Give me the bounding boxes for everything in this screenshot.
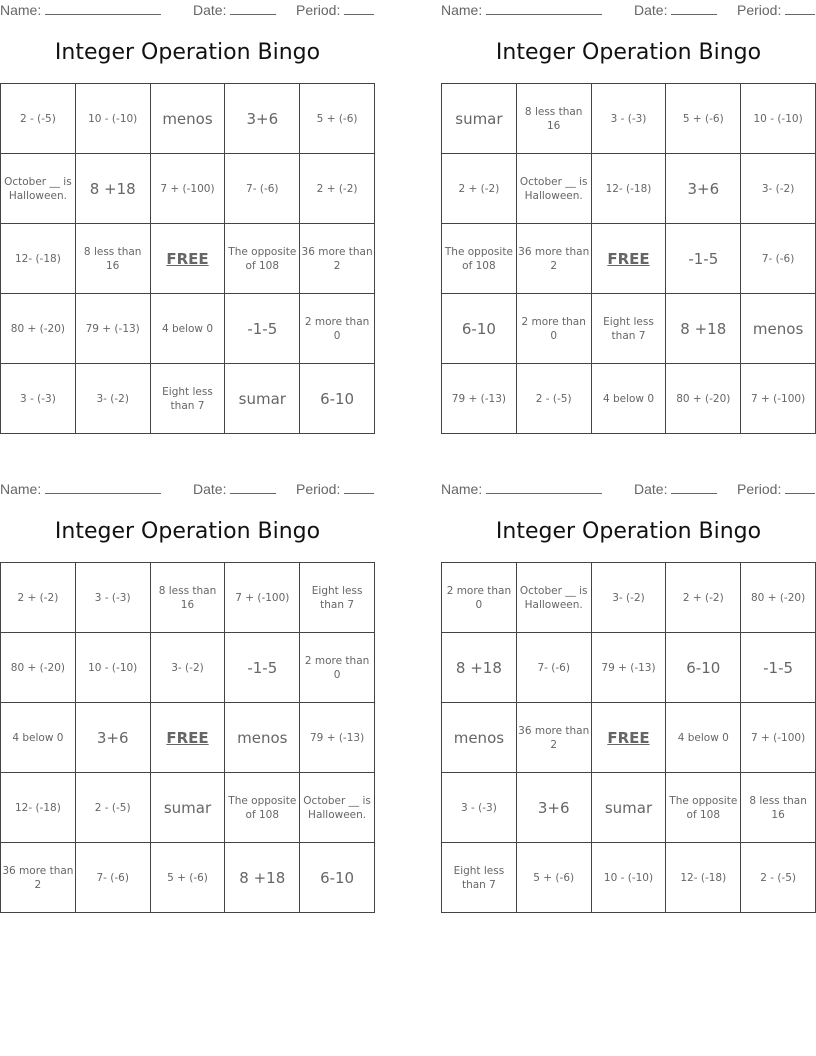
bingo-cell: The opposite of 108 (442, 224, 517, 294)
date-field (193, 2, 276, 18)
bingo-cell: 7- (-6) (741, 224, 816, 294)
bingo-cell: sumar (150, 773, 225, 843)
free-space: FREE (591, 703, 666, 773)
bingo-cell: 2 + (-2) (1, 563, 76, 633)
bingo-cell: October __ is Halloween. (516, 154, 591, 224)
period-blank (344, 482, 374, 494)
card-header (441, 479, 816, 501)
period-label: Period: (737, 481, 782, 497)
name-label: Name: (0, 2, 42, 18)
bingo-cell: 8 less than 16 (741, 773, 816, 843)
bingo-cell: 6-10 (442, 294, 517, 364)
bingo-cell: 12- (-18) (1, 224, 76, 294)
bingo-cell: 7 + (-100) (741, 364, 816, 434)
bingo-grid (0, 83, 375, 434)
bingo-cell: 6-10 (300, 843, 375, 913)
bingo-cell: The opposite of 108 (666, 773, 741, 843)
bingo-cell: 4 below 0 (150, 294, 225, 364)
bingo-cell: -1-5 (225, 633, 300, 703)
bingo-cell: 5 + (-6) (516, 843, 591, 913)
bingo-cell: 6-10 (666, 633, 741, 703)
bingo-cell: 2 more than 0 (516, 294, 591, 364)
bingo-cell: 3+6 (516, 773, 591, 843)
bingo-cell: 36 more than 2 (516, 224, 591, 294)
bingo-cell: Eight less than 7 (300, 563, 375, 633)
name-field (441, 2, 602, 18)
bingo-row (442, 703, 816, 773)
bingo-row (1, 224, 375, 294)
bingo-cell: 4 below 0 (591, 364, 666, 434)
bingo-cell: 2 + (-2) (666, 563, 741, 633)
period-label: Period: (737, 2, 782, 18)
bingo-cell: October __ is Halloween. (1, 154, 76, 224)
bingo-cell: 12- (-18) (666, 843, 741, 913)
bingo-cell: 12- (-18) (1, 773, 76, 843)
bingo-cell: 2 - (-5) (741, 843, 816, 913)
bingo-cell: 7 + (-100) (741, 703, 816, 773)
bingo-cell: The opposite of 108 (225, 773, 300, 843)
bingo-row (442, 364, 816, 434)
bingo-cell: 7- (-6) (75, 843, 150, 913)
date-field (634, 2, 717, 18)
bingo-cell: -1-5 (666, 224, 741, 294)
card-title: Integer Operation Bingo (54, 40, 321, 65)
bingo-cell: 7- (-6) (225, 154, 300, 224)
card-header (441, 0, 816, 22)
bingo-cell: menos (442, 703, 517, 773)
bingo-cell: 2 + (-2) (300, 154, 375, 224)
bingo-cell: 2 more than 0 (442, 563, 517, 633)
bingo-cell: 7- (-6) (516, 633, 591, 703)
bingo-row (1, 633, 375, 703)
bingo-cell: 10 - (-10) (591, 843, 666, 913)
card-header (0, 479, 375, 501)
bingo-cell: 3- (-2) (591, 563, 666, 633)
bingo-cell: 2 + (-2) (442, 154, 517, 224)
bingo-cell: 8 +18 (666, 294, 741, 364)
free-space: FREE (150, 703, 225, 773)
period-label: Period: (296, 481, 341, 497)
name-blank (486, 482, 602, 494)
bingo-cell: sumar (442, 84, 517, 154)
bingo-cell: 10 - (-10) (75, 84, 150, 154)
date-label: Date: (634, 481, 668, 497)
date-blank (230, 3, 276, 15)
bingo-cell: 36 more than 2 (1, 843, 76, 913)
date-field (193, 481, 276, 497)
bingo-cell: 80 + (-20) (741, 563, 816, 633)
bingo-cell: 3- (-2) (741, 154, 816, 224)
bingo-row (442, 224, 816, 294)
date-blank (230, 482, 276, 494)
bingo-row (442, 633, 816, 703)
date-label: Date: (634, 2, 668, 18)
bingo-cell: 10 - (-10) (75, 633, 150, 703)
name-blank (45, 482, 161, 494)
bingo-cell: 3- (-2) (75, 364, 150, 434)
bingo-cell: 79 + (-13) (591, 633, 666, 703)
bingo-row (1, 703, 375, 773)
bingo-row (442, 154, 816, 224)
name-field (0, 481, 161, 497)
bingo-cell: 3+6 (225, 84, 300, 154)
bingo-cell: 7 + (-100) (150, 154, 225, 224)
bingo-row (442, 294, 816, 364)
bingo-row (1, 84, 375, 154)
period-field (737, 481, 815, 497)
bingo-cell: 4 below 0 (666, 703, 741, 773)
bingo-cell: The opposite of 108 (225, 224, 300, 294)
bingo-row (1, 154, 375, 224)
bingo-grid (0, 562, 375, 913)
bingo-cell: Eight less than 7 (150, 364, 225, 434)
period-field (296, 2, 374, 18)
period-field (296, 481, 374, 497)
bingo-cell: 2 - (-5) (75, 773, 150, 843)
bingo-cell: menos (225, 703, 300, 773)
bingo-cell: sumar (225, 364, 300, 434)
bingo-cell: 36 more than 2 (516, 703, 591, 773)
bingo-cell: October __ is Halloween. (300, 773, 375, 843)
bingo-grid (441, 562, 816, 913)
period-blank (785, 3, 815, 15)
bingo-cell: 80 + (-20) (666, 364, 741, 434)
bingo-cell: 80 + (-20) (1, 633, 76, 703)
bingo-cell: 7 + (-100) (225, 563, 300, 633)
bingo-cell: 79 + (-13) (442, 364, 517, 434)
bingo-cell: 8 +18 (225, 843, 300, 913)
name-label: Name: (441, 2, 483, 18)
bingo-cell: 8 less than 16 (75, 224, 150, 294)
name-label: Name: (441, 481, 483, 497)
bingo-cell: 2 - (-5) (1, 84, 76, 154)
bingo-cell: 8 less than 16 (150, 563, 225, 633)
bingo-grid (441, 83, 816, 434)
card-header (0, 0, 375, 22)
bingo-cell: Eight less than 7 (591, 294, 666, 364)
bingo-cell: -1-5 (741, 633, 816, 703)
bingo-cell: menos (741, 294, 816, 364)
bingo-cell: 36 more than 2 (300, 224, 375, 294)
bingo-cell: 3 - (-3) (442, 773, 517, 843)
bingo-cell: 10 - (-10) (741, 84, 816, 154)
bingo-cell: 80 + (-20) (1, 294, 76, 364)
bingo-cell: 3- (-2) (150, 633, 225, 703)
bingo-row (1, 843, 375, 913)
period-label: Period: (296, 2, 341, 18)
name-blank (486, 3, 602, 15)
date-label: Date: (193, 481, 227, 497)
bingo-cell: 8 +18 (75, 154, 150, 224)
bingo-cell: 3 - (-3) (75, 563, 150, 633)
bingo-cell: menos (150, 84, 225, 154)
bingo-cell: 2 - (-5) (516, 364, 591, 434)
bingo-cell: 79 + (-13) (75, 294, 150, 364)
bingo-cell: 5 + (-6) (666, 84, 741, 154)
period-blank (344, 3, 374, 15)
bingo-row (1, 563, 375, 633)
bingo-cell: 3 - (-3) (1, 364, 76, 434)
bingo-row (1, 773, 375, 843)
card-title: Integer Operation Bingo (495, 40, 762, 65)
name-field (441, 481, 602, 497)
card-title: Integer Operation Bingo (495, 519, 762, 544)
bingo-row (442, 563, 816, 633)
bingo-cell: 8 +18 (442, 633, 517, 703)
bingo-row (1, 364, 375, 434)
bingo-cell: sumar (591, 773, 666, 843)
bingo-row (442, 773, 816, 843)
date-blank (671, 3, 717, 15)
bingo-cell: 3+6 (666, 154, 741, 224)
bingo-cell: -1-5 (225, 294, 300, 364)
bingo-cell: 4 below 0 (1, 703, 76, 773)
name-field (0, 2, 161, 18)
bingo-row (1, 294, 375, 364)
free-space: FREE (150, 224, 225, 294)
bingo-cell: 5 + (-6) (150, 843, 225, 913)
bingo-cell: October __ is Halloween. (516, 563, 591, 633)
bingo-cell: 6-10 (300, 364, 375, 434)
date-label: Date: (193, 2, 227, 18)
date-blank (671, 482, 717, 494)
bingo-cell: 8 less than 16 (516, 84, 591, 154)
card-title: Integer Operation Bingo (54, 519, 321, 544)
bingo-cell: Eight less than 7 (442, 843, 517, 913)
bingo-row (442, 84, 816, 154)
date-field (634, 481, 717, 497)
name-label: Name: (0, 481, 42, 497)
bingo-cell: 3 - (-3) (591, 84, 666, 154)
bingo-row (442, 843, 816, 913)
period-field (737, 2, 815, 18)
bingo-cell: 3+6 (75, 703, 150, 773)
bingo-cell: 2 more than 0 (300, 633, 375, 703)
bingo-cell: 79 + (-13) (300, 703, 375, 773)
free-space: FREE (591, 224, 666, 294)
bingo-cell: 12- (-18) (591, 154, 666, 224)
period-blank (785, 482, 815, 494)
bingo-cell: 2 more than 0 (300, 294, 375, 364)
bingo-cell: 5 + (-6) (300, 84, 375, 154)
name-blank (45, 3, 161, 15)
